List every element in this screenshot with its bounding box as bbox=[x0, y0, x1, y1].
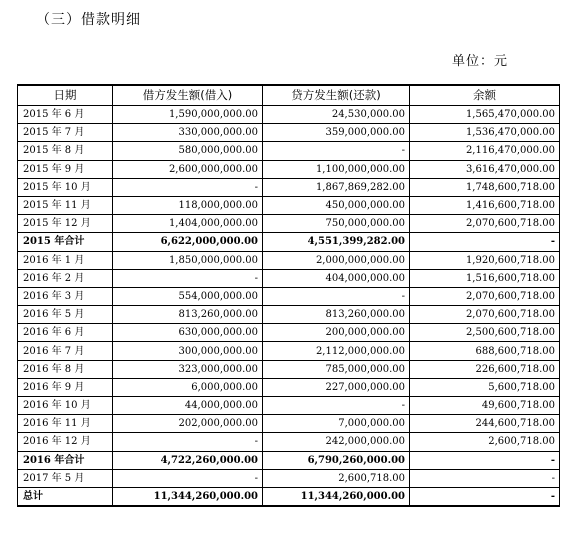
table-row bbox=[18, 178, 560, 196]
section-title: （三）借款明细 bbox=[36, 12, 141, 28]
cell-balance: 2,116,470,000.00 bbox=[410, 142, 560, 160]
cell-debit: 118,000,000.00 bbox=[113, 196, 263, 214]
table-row bbox=[18, 124, 560, 142]
cell-debit: 630,000,000.00 bbox=[113, 324, 263, 342]
cell-credit: 7,000,000.00 bbox=[263, 415, 410, 433]
cell-credit: 4,551,399,282.00 bbox=[263, 233, 410, 251]
cell-balance: 688,600,718.00 bbox=[410, 342, 560, 360]
cell-balance: - bbox=[410, 233, 560, 251]
cell-date: 2016 年 11 月 bbox=[18, 415, 113, 433]
table-row bbox=[18, 215, 560, 233]
column-header-credit: 贷方发生额(还款) bbox=[263, 85, 410, 106]
cell-date: 2015 年 11 月 bbox=[18, 196, 113, 214]
cell-date: 2016 年 3 月 bbox=[18, 287, 113, 305]
cell-date: 2015 年 12 月 bbox=[18, 215, 113, 233]
cell-balance: 2,500,600,718.00 bbox=[410, 324, 560, 342]
cell-date: 2016 年 10 月 bbox=[18, 397, 113, 415]
table-row bbox=[18, 306, 560, 324]
cell-credit: 227,000,000.00 bbox=[263, 378, 410, 396]
cell-credit: - bbox=[263, 287, 410, 305]
cell-debit: 4,722,260,000.00 bbox=[113, 451, 263, 469]
loan-detail-table bbox=[17, 84, 560, 507]
table-row bbox=[18, 433, 560, 451]
table-row bbox=[18, 415, 560, 433]
table-row bbox=[18, 287, 560, 305]
cell-balance: 3,616,470,000.00 bbox=[410, 160, 560, 178]
cell-debit: 2,600,000,000.00 bbox=[113, 160, 263, 178]
cell-debit: 6,000,000.00 bbox=[113, 378, 263, 396]
table-row bbox=[18, 324, 560, 342]
cell-credit: 242,000,000.00 bbox=[263, 433, 410, 451]
cell-balance: 244,600,718.00 bbox=[410, 415, 560, 433]
cell-credit: 750,000,000.00 bbox=[263, 215, 410, 233]
cell-credit: 24,530,000.00 bbox=[263, 106, 410, 124]
cell-date: 2016 年合计 bbox=[18, 451, 113, 469]
table-row bbox=[18, 360, 560, 378]
cell-date: 2017 年 5 月 bbox=[18, 469, 113, 487]
cell-balance: 1,416,600,718.00 bbox=[410, 196, 560, 214]
table-header-row bbox=[18, 85, 560, 106]
cell-debit: 202,000,000.00 bbox=[113, 415, 263, 433]
cell-balance: 2,070,600,718.00 bbox=[410, 287, 560, 305]
cell-date: 总计 bbox=[18, 487, 113, 506]
table-row bbox=[18, 196, 560, 214]
cell-balance: 2,600,718.00 bbox=[410, 433, 560, 451]
cell-date: 2016 年 6 月 bbox=[18, 324, 113, 342]
cell-debit: 330,000,000.00 bbox=[113, 124, 263, 142]
cell-credit: 813,260,000.00 bbox=[263, 306, 410, 324]
column-header-date: 日期 bbox=[18, 85, 113, 106]
cell-date: 2015 年 7 月 bbox=[18, 124, 113, 142]
cell-debit: 300,000,000.00 bbox=[113, 342, 263, 360]
cell-balance: 5,600,718.00 bbox=[410, 378, 560, 396]
table-row bbox=[18, 160, 560, 178]
cell-credit: 6,790,260,000.00 bbox=[263, 451, 410, 469]
cell-balance: 1,536,470,000.00 bbox=[410, 124, 560, 142]
cell-date: 2016 年 9 月 bbox=[18, 378, 113, 396]
cell-credit: 1,867,869,282.00 bbox=[263, 178, 410, 196]
table-body bbox=[18, 106, 560, 507]
table-row bbox=[18, 142, 560, 160]
cell-debit: 813,260,000.00 bbox=[113, 306, 263, 324]
cell-debit: 580,000,000.00 bbox=[113, 142, 263, 160]
cell-debit: 6,622,000,000.00 bbox=[113, 233, 263, 251]
cell-debit: - bbox=[113, 269, 263, 287]
cell-credit: 359,000,000.00 bbox=[263, 124, 410, 142]
cell-debit: 44,000,000.00 bbox=[113, 397, 263, 415]
cell-balance: 1,516,600,718.00 bbox=[410, 269, 560, 287]
cell-date: 2015 年 9 月 bbox=[18, 160, 113, 178]
cell-balance: 226,600,718.00 bbox=[410, 360, 560, 378]
cell-credit: 1,100,000,000.00 bbox=[263, 160, 410, 178]
cell-date: 2016 年 7 月 bbox=[18, 342, 113, 360]
cell-credit: 404,000,000.00 bbox=[263, 269, 410, 287]
cell-debit: 1,404,000,000.00 bbox=[113, 215, 263, 233]
table-row bbox=[18, 397, 560, 415]
cell-date: 2015 年 8 月 bbox=[18, 142, 113, 160]
cell-date: 2015 年 6 月 bbox=[18, 106, 113, 124]
cell-credit: 2,600,718.00 bbox=[263, 469, 410, 487]
table-row bbox=[18, 106, 560, 124]
table-total-row bbox=[18, 451, 560, 469]
cell-balance: 1,920,600,718.00 bbox=[410, 251, 560, 269]
cell-date: 2016 年 2 月 bbox=[18, 269, 113, 287]
table-row bbox=[18, 469, 560, 487]
cell-credit: 11,344,260,000.00 bbox=[263, 487, 410, 506]
cell-balance: 1,565,470,000.00 bbox=[410, 106, 560, 124]
table-row bbox=[18, 378, 560, 396]
cell-debit: 1,590,000,000.00 bbox=[113, 106, 263, 124]
cell-credit: 2,000,000,000.00 bbox=[263, 251, 410, 269]
cell-credit: 200,000,000.00 bbox=[263, 324, 410, 342]
cell-credit: - bbox=[263, 397, 410, 415]
cell-date: 2016 年 8 月 bbox=[18, 360, 113, 378]
column-header-balance: 余额 bbox=[410, 85, 560, 106]
column-header-debit: 借方发生额(借入) bbox=[113, 85, 263, 106]
cell-balance: 2,070,600,718.00 bbox=[410, 306, 560, 324]
cell-credit: - bbox=[263, 142, 410, 160]
unit-label: 单位：元 bbox=[452, 54, 509, 69]
table-total-row bbox=[18, 487, 560, 506]
cell-date: 2016 年 12 月 bbox=[18, 433, 113, 451]
cell-debit: 1,850,000,000.00 bbox=[113, 251, 263, 269]
cell-debit: 554,000,000.00 bbox=[113, 287, 263, 305]
cell-date: 2016 年 1 月 bbox=[18, 251, 113, 269]
cell-balance: 49,600,718.00 bbox=[410, 397, 560, 415]
cell-credit: 450,000,000.00 bbox=[263, 196, 410, 214]
table-row bbox=[18, 342, 560, 360]
cell-debit: - bbox=[113, 433, 263, 451]
cell-balance: 1,748,600,718.00 bbox=[410, 178, 560, 196]
cell-debit: - bbox=[113, 469, 263, 487]
cell-date: 2015 年 10 月 bbox=[18, 178, 113, 196]
cell-debit: - bbox=[113, 178, 263, 196]
table-total-row bbox=[18, 233, 560, 251]
cell-debit: 323,000,000.00 bbox=[113, 360, 263, 378]
cell-balance: - bbox=[410, 451, 560, 469]
cell-balance: - bbox=[410, 487, 560, 506]
table-row bbox=[18, 269, 560, 287]
cell-balance: 2,070,600,718.00 bbox=[410, 215, 560, 233]
cell-credit: 785,000,000.00 bbox=[263, 360, 410, 378]
cell-credit: 2,112,000,000.00 bbox=[263, 342, 410, 360]
cell-date: 2016 年 5 月 bbox=[18, 306, 113, 324]
cell-balance: - bbox=[410, 469, 560, 487]
table-row bbox=[18, 251, 560, 269]
cell-debit: 11,344,260,000.00 bbox=[113, 487, 263, 506]
cell-date: 2015 年合计 bbox=[18, 233, 113, 251]
